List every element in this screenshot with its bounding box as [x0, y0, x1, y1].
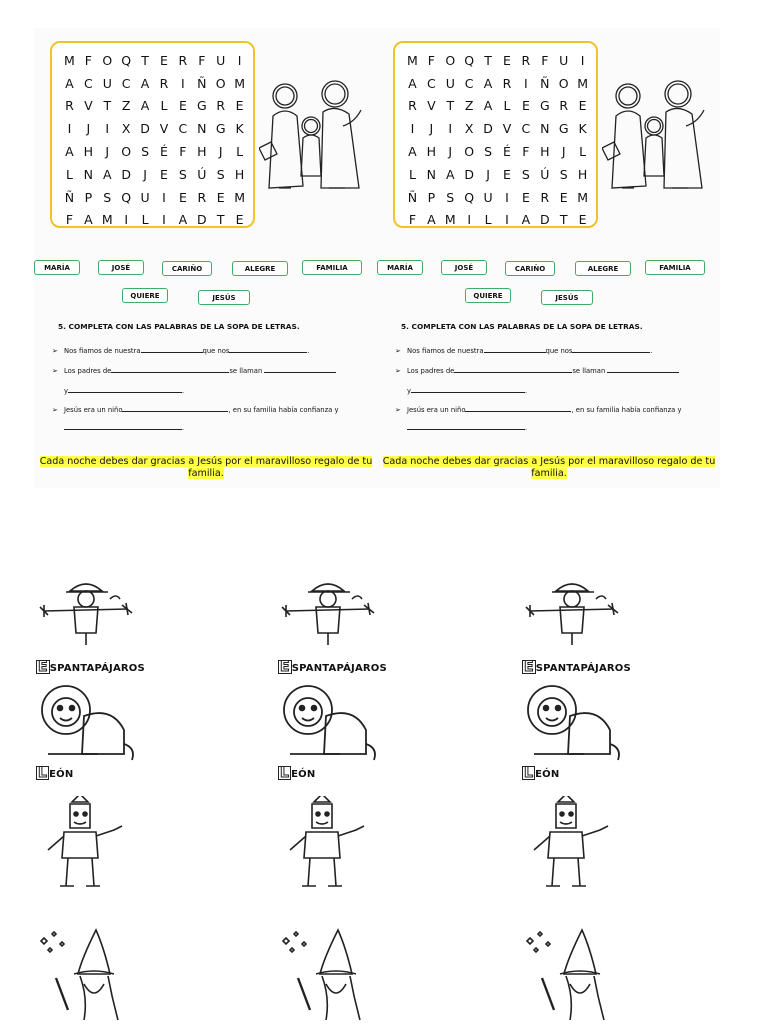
grid-letter[interactable]: T	[446, 98, 455, 114]
word-chip: MARÍA	[34, 260, 80, 275]
grid-letter[interactable]: R	[216, 98, 226, 114]
grid-letter[interactable]: X	[464, 121, 474, 137]
exercise-title: 5. COMPLETA CON LAS PALABRAS DE LA SOPA DE LETRAS.	[401, 322, 643, 331]
lion-label	[522, 766, 559, 780]
exercise-line-1: ➢ Nos fiamos de nuestra que nos .	[52, 344, 310, 355]
grid-letter[interactable]: F	[65, 212, 74, 228]
grid-letter[interactable]: A	[445, 166, 455, 182]
arrow-bullet-icon: ➢	[395, 367, 401, 375]
grid-letter[interactable]: E	[178, 189, 187, 205]
grid-letter[interactable]: J	[105, 144, 110, 160]
word-chip: QUIERE	[465, 288, 511, 303]
label-text: SPANTAPÁJAROS	[49, 663, 145, 674]
grid-letter[interactable]: G	[215, 121, 226, 137]
grid-letter[interactable]: S	[141, 144, 150, 160]
grid-letter[interactable]: S	[446, 189, 455, 205]
grid-letter[interactable]: Ú	[540, 166, 550, 182]
grid-letter[interactable]: A	[427, 212, 436, 228]
holy-family-illustration	[602, 76, 714, 198]
lion-icon	[524, 682, 624, 762]
grid-letter[interactable]: O	[558, 75, 569, 91]
blank-7[interactable]	[407, 421, 525, 430]
grid-letter[interactable]: J	[429, 121, 434, 137]
scarecrow-icon	[524, 575, 624, 645]
grid-letter[interactable]: S	[178, 166, 187, 182]
grid-letter[interactable]: Z	[121, 98, 131, 114]
blank-5[interactable]	[411, 384, 525, 393]
reminder-note: Cada noche debes dar gracias a Jesús por el maravilloso regalo de tu familia.	[382, 456, 716, 479]
grid-letter[interactable]: T	[141, 52, 149, 68]
exercise-line-4: ➢ Jesús era un niño , en su familia había confianza y	[395, 403, 682, 414]
grid-letter[interactable]: C	[426, 75, 436, 91]
grid-letter[interactable]: O	[215, 75, 226, 91]
grid-letter[interactable]: A	[483, 98, 493, 114]
grid-letter[interactable]: Q	[464, 52, 475, 68]
wizard-cutout	[280, 928, 380, 1020]
grid-row	[60, 72, 249, 95]
label-initial: E	[524, 659, 534, 675]
word-chip: FAMILIA	[302, 260, 362, 275]
grid-letter[interactable]: Q	[121, 189, 132, 205]
grid-letter[interactable]: N	[83, 166, 94, 182]
word-search-grid	[393, 41, 598, 228]
scarecrow-label	[36, 660, 145, 674]
grid-letter[interactable]: F	[84, 52, 92, 68]
label-initial: L	[38, 765, 48, 781]
worksheet-left	[34, 28, 377, 488]
grid-letter[interactable]: É	[160, 144, 168, 160]
grid-letter[interactable]: I	[181, 75, 185, 91]
grid-letter[interactable]: E	[160, 166, 168, 182]
scarecrow-cutout	[38, 575, 138, 667]
grid-letter[interactable]: A	[102, 166, 112, 182]
grid-letter[interactable]: F	[427, 52, 435, 68]
grid-letter[interactable]: X	[121, 121, 131, 137]
tin-man-icon	[524, 796, 624, 888]
grid-letter[interactable]: L	[65, 166, 73, 182]
blank-4[interactable]	[264, 364, 336, 373]
exercise-line-4: ➢ Jesús era un niño , en su familia había confianza y	[52, 403, 339, 414]
word-chip: CARIÑO	[505, 261, 555, 276]
label-text: EÓN	[535, 769, 560, 780]
grid-letter[interactable]: L	[236, 144, 244, 160]
blank-2[interactable]	[572, 344, 650, 353]
blank-6[interactable]	[122, 403, 228, 412]
grid-letter[interactable]: G	[196, 98, 207, 114]
lion-cutout	[524, 682, 624, 774]
grid-letter[interactable]: E	[503, 166, 511, 182]
grid-letter[interactable]: E	[216, 189, 225, 205]
grid-letter[interactable]: S	[484, 144, 493, 160]
exercise-line-5: .	[64, 421, 184, 432]
grid-letter[interactable]: M	[577, 189, 588, 205]
grid-letter[interactable]: A	[140, 75, 150, 91]
word-chip: JOSÉ	[441, 260, 487, 275]
grid-letter[interactable]: I	[448, 121, 453, 137]
grid-letter[interactable]: H	[197, 144, 207, 160]
grid-letter[interactable]: H	[83, 144, 94, 160]
lion-icon	[38, 682, 138, 762]
grid-letter[interactable]: E	[160, 52, 168, 68]
grid-letter[interactable]: A	[483, 75, 493, 91]
exercise-line-3: y .	[64, 384, 184, 395]
grid-letter[interactable]: T	[103, 98, 112, 114]
grid-letter[interactable]: L	[503, 98, 511, 114]
grid-letter[interactable]: L	[408, 166, 416, 182]
grid-row	[403, 117, 592, 140]
grid-letter[interactable]: U	[483, 189, 493, 205]
label-initial: E	[38, 659, 48, 675]
arrow-bullet-icon: ➢	[395, 347, 401, 355]
word-chip: JESÚS	[541, 290, 593, 305]
grid-letter[interactable]: E	[235, 98, 244, 114]
grid-letter[interactable]: L	[141, 212, 149, 228]
grid-row	[60, 49, 249, 72]
scarecrow-cutout	[280, 575, 380, 667]
grid-letter[interactable]: T	[484, 52, 492, 68]
grid-letter[interactable]: I	[467, 212, 472, 228]
label-text: SPANTAPÁJAROS	[535, 663, 631, 674]
grid-letter[interactable]: I	[124, 212, 129, 228]
grid-letter[interactable]: Ñ	[64, 189, 75, 205]
grid-letter[interactable]: E	[178, 98, 187, 114]
grid-letter[interactable]: J	[486, 166, 490, 182]
scarecrow-icon	[38, 575, 138, 645]
exercise-line-2: ➢ Los padres de se llaman	[52, 364, 336, 375]
word-chip: FAMILIA	[645, 260, 705, 275]
grid-letter[interactable]: F	[198, 52, 206, 68]
lion-label	[36, 766, 73, 780]
grid-letter[interactable]: E	[503, 52, 511, 68]
grid-letter[interactable]: A	[140, 98, 150, 114]
grid-letter[interactable]: R	[178, 52, 188, 68]
grid-letter[interactable]: A	[521, 212, 531, 228]
grid-letter[interactable]: A	[65, 75, 74, 91]
exercise-line-1: ➢ Nos fiamos de nuestra que nos .	[395, 344, 653, 355]
grid-letter[interactable]: H	[540, 144, 550, 160]
grid-letter[interactable]: R	[408, 98, 417, 114]
grid-letter[interactable]: A	[84, 212, 93, 228]
word-chip: JESÚS	[198, 290, 250, 305]
blank-2[interactable]	[229, 344, 307, 353]
grid-letter[interactable]: P	[84, 189, 93, 205]
grid-letter[interactable]: G	[558, 121, 569, 137]
grid-letter[interactable]: R	[521, 52, 531, 68]
grid-letter[interactable]: A	[408, 75, 417, 91]
blank-1[interactable]	[484, 344, 546, 353]
grid-letter[interactable]: O	[121, 144, 132, 160]
grid-row	[403, 49, 592, 72]
grid-letter[interactable]: P	[427, 189, 436, 205]
blank-5[interactable]	[68, 384, 182, 393]
arrow-bullet-icon: ➢	[52, 367, 58, 375]
grid-row	[60, 95, 249, 118]
grid-letter[interactable]: D	[140, 121, 150, 137]
grid-letter[interactable]: R	[559, 98, 569, 114]
grid-letter[interactable]: O	[464, 144, 475, 160]
grid-letter[interactable]: M	[101, 212, 113, 228]
grid-letter[interactable]: M	[577, 75, 588, 91]
word-search-grid	[50, 41, 255, 228]
lion-label	[278, 766, 315, 780]
grid-letter[interactable]: D	[464, 166, 474, 182]
wizard-cutout	[38, 928, 138, 1020]
grid-letter[interactable]: G	[539, 98, 550, 114]
grid-letter[interactable]: C	[178, 121, 188, 137]
grid-letter[interactable]: R	[540, 189, 550, 205]
grid-letter[interactable]: É	[503, 144, 511, 160]
blank-3[interactable]	[454, 364, 572, 373]
grid-letter[interactable]: L	[579, 144, 587, 160]
scarecrow-cutout	[524, 575, 624, 667]
grid-letter[interactable]: H	[577, 166, 588, 182]
grid-letter[interactable]: C	[521, 121, 531, 137]
grid-letter[interactable]: U	[559, 52, 569, 68]
grid-letter[interactable]: U	[140, 189, 150, 205]
grid-letter[interactable]: T	[216, 212, 225, 228]
grid-row	[403, 209, 592, 232]
grid-letter[interactable]: V	[159, 121, 169, 137]
wizard-icon	[280, 928, 380, 1020]
tin-man-icon	[280, 796, 380, 888]
grid-letter[interactable]: D	[483, 121, 493, 137]
grid-letter[interactable]: C	[464, 75, 474, 91]
grid-letter[interactable]: V	[427, 98, 436, 114]
exercise-line-3: y .	[407, 384, 527, 395]
wizard-icon	[38, 928, 138, 1020]
grid-letter[interactable]: S	[559, 166, 568, 182]
blank-7[interactable]	[64, 421, 182, 430]
grid-letter[interactable]: I	[524, 75, 528, 91]
lion-cutout	[280, 682, 380, 774]
grid-letter[interactable]: L	[160, 98, 168, 114]
grid-letter[interactable]: R	[65, 98, 74, 114]
grid-letter[interactable]: A	[408, 144, 417, 160]
grid-letter[interactable]: O	[445, 52, 456, 68]
grid-letter[interactable]: J	[448, 144, 453, 160]
grid-letter[interactable]: C	[121, 75, 131, 91]
grid-letter[interactable]: M	[407, 52, 418, 68]
grid-letter[interactable]: J	[218, 144, 223, 160]
grid-letter[interactable]: I	[105, 121, 110, 137]
word-chip: QUIERE	[122, 288, 168, 303]
grid-row	[403, 140, 592, 163]
grid-letter[interactable]: M	[234, 189, 245, 205]
grid-row	[403, 163, 592, 186]
word-chip: ALEGRE	[232, 261, 288, 276]
grid-row	[403, 72, 592, 95]
grid-letter[interactable]: E	[521, 189, 530, 205]
grid-letter[interactable]: K	[235, 121, 244, 137]
grid-letter[interactable]: E	[559, 189, 568, 205]
grid-letter[interactable]: D	[196, 212, 207, 228]
tin-man-icon	[38, 796, 138, 888]
grid-row	[60, 209, 249, 232]
grid-letter[interactable]: D	[121, 166, 131, 182]
grid-letter[interactable]: M	[234, 75, 245, 91]
grid-letter[interactable]: I	[162, 189, 166, 205]
grid-letter[interactable]: F	[179, 144, 187, 160]
grid-letter[interactable]: Ñ	[407, 189, 418, 205]
grid-letter[interactable]: S	[216, 166, 225, 182]
grid-letter[interactable]: F	[408, 212, 417, 228]
grid-letter[interactable]: V	[84, 98, 93, 114]
grid-row	[403, 95, 592, 118]
reminder-note: Cada noche debes dar gracias a Jesús por el maravilloso regalo de tu familia.	[39, 456, 373, 479]
label-initial: E	[280, 659, 290, 675]
label-text: EÓN	[291, 769, 316, 780]
grid-letter[interactable]: I	[580, 52, 585, 68]
grid-letter[interactable]: E	[578, 98, 587, 114]
grid-row	[60, 140, 249, 163]
grid-letter[interactable]: H	[234, 166, 245, 182]
grid-letter[interactable]: I	[67, 121, 72, 137]
grid-letter[interactable]: C	[83, 75, 93, 91]
grid-letter[interactable]: T	[559, 212, 568, 228]
grid-letter[interactable]: J	[143, 166, 147, 182]
blank-1[interactable]	[141, 344, 203, 353]
grid-letter[interactable]: S	[103, 189, 112, 205]
label-initial: L	[280, 765, 290, 781]
grid-letter[interactable]: F	[522, 144, 530, 160]
grid-letter[interactable]: L	[484, 212, 492, 228]
worksheet-right	[377, 28, 720, 488]
grid-letter[interactable]: I	[410, 121, 415, 137]
word-chip: ALEGRE	[575, 261, 631, 276]
grid-letter[interactable]: N	[540, 121, 550, 137]
grid-letter[interactable]: M	[444, 212, 456, 228]
grid-letter[interactable]: S	[521, 166, 530, 182]
grid-letter[interactable]: N	[426, 166, 437, 182]
grid-letter[interactable]: I	[162, 212, 166, 228]
grid-letter[interactable]: Ú	[197, 166, 207, 182]
grid-letter[interactable]: E	[521, 98, 530, 114]
exercise-line-5: .	[407, 421, 527, 432]
arrow-bullet-icon: ➢	[52, 406, 58, 414]
grid-letter[interactable]: I	[237, 52, 242, 68]
grid-letter[interactable]: D	[539, 212, 550, 228]
grid-letter[interactable]: I	[505, 212, 509, 228]
lion-icon	[280, 682, 380, 762]
exercise-line-2: ➢ Los padres de se llaman	[395, 364, 679, 375]
grid-row	[60, 186, 249, 209]
grid-letter[interactable]: A	[178, 212, 188, 228]
tin-man-cutout	[280, 796, 380, 888]
grid-letter[interactable]: I	[505, 189, 509, 205]
wizard-cutout	[524, 928, 624, 1020]
label-text: EÓN	[49, 769, 74, 780]
grid-letter[interactable]: U	[445, 75, 455, 91]
grid-row	[60, 163, 249, 186]
word-chip: MARÍA	[377, 260, 423, 275]
grid-letter[interactable]: F	[541, 52, 549, 68]
arrow-bullet-icon: ➢	[52, 347, 58, 355]
grid-letter[interactable]: O	[102, 52, 113, 68]
grid-row	[403, 186, 592, 209]
grid-letter[interactable]: K	[578, 121, 587, 137]
word-chip: CARIÑO	[162, 261, 212, 276]
holy-family-illustration	[259, 76, 371, 198]
grid-letter[interactable]: U	[102, 75, 112, 91]
grid-letter[interactable]: A	[65, 144, 74, 160]
grid-letter[interactable]: M	[64, 52, 75, 68]
blank-3[interactable]	[111, 364, 229, 373]
arrow-bullet-icon: ➢	[395, 406, 401, 414]
grid-letter[interactable]: V	[502, 121, 512, 137]
scarecrow-label	[522, 660, 631, 674]
exercise-title: 5. COMPLETA CON LAS PALABRAS DE LA SOPA DE LETRAS.	[58, 322, 300, 331]
wizard-icon	[524, 928, 624, 1020]
word-chip: JOSÉ	[98, 260, 144, 275]
label-text: SPANTAPÁJAROS	[291, 663, 387, 674]
grid-row	[60, 117, 249, 140]
blank-6[interactable]	[465, 403, 571, 412]
grid-letter[interactable]: E	[578, 212, 587, 228]
scarecrow-icon	[280, 575, 380, 645]
blank-4[interactable]	[607, 364, 679, 373]
grid-letter[interactable]: R	[197, 189, 207, 205]
lion-cutout	[38, 682, 138, 774]
grid-letter[interactable]: J	[561, 144, 566, 160]
tin-man-cutout	[38, 796, 138, 888]
grid-letter[interactable]: R	[159, 75, 169, 91]
grid-letter[interactable]: Z	[464, 98, 474, 114]
grid-letter[interactable]: N	[197, 121, 207, 137]
grid-letter[interactable]: J	[86, 121, 91, 137]
scarecrow-label	[278, 660, 387, 674]
label-initial: L	[524, 765, 534, 781]
tin-man-cutout	[524, 796, 624, 888]
grid-letter[interactable]: Q	[464, 189, 475, 205]
grid-letter[interactable]: Ñ	[540, 75, 550, 91]
grid-letter[interactable]: H	[426, 144, 437, 160]
grid-letter[interactable]: R	[502, 75, 512, 91]
grid-letter[interactable]: E	[235, 212, 244, 228]
grid-letter[interactable]: Q	[121, 52, 132, 68]
grid-letter[interactable]: U	[216, 52, 226, 68]
grid-letter[interactable]: Ñ	[197, 75, 207, 91]
